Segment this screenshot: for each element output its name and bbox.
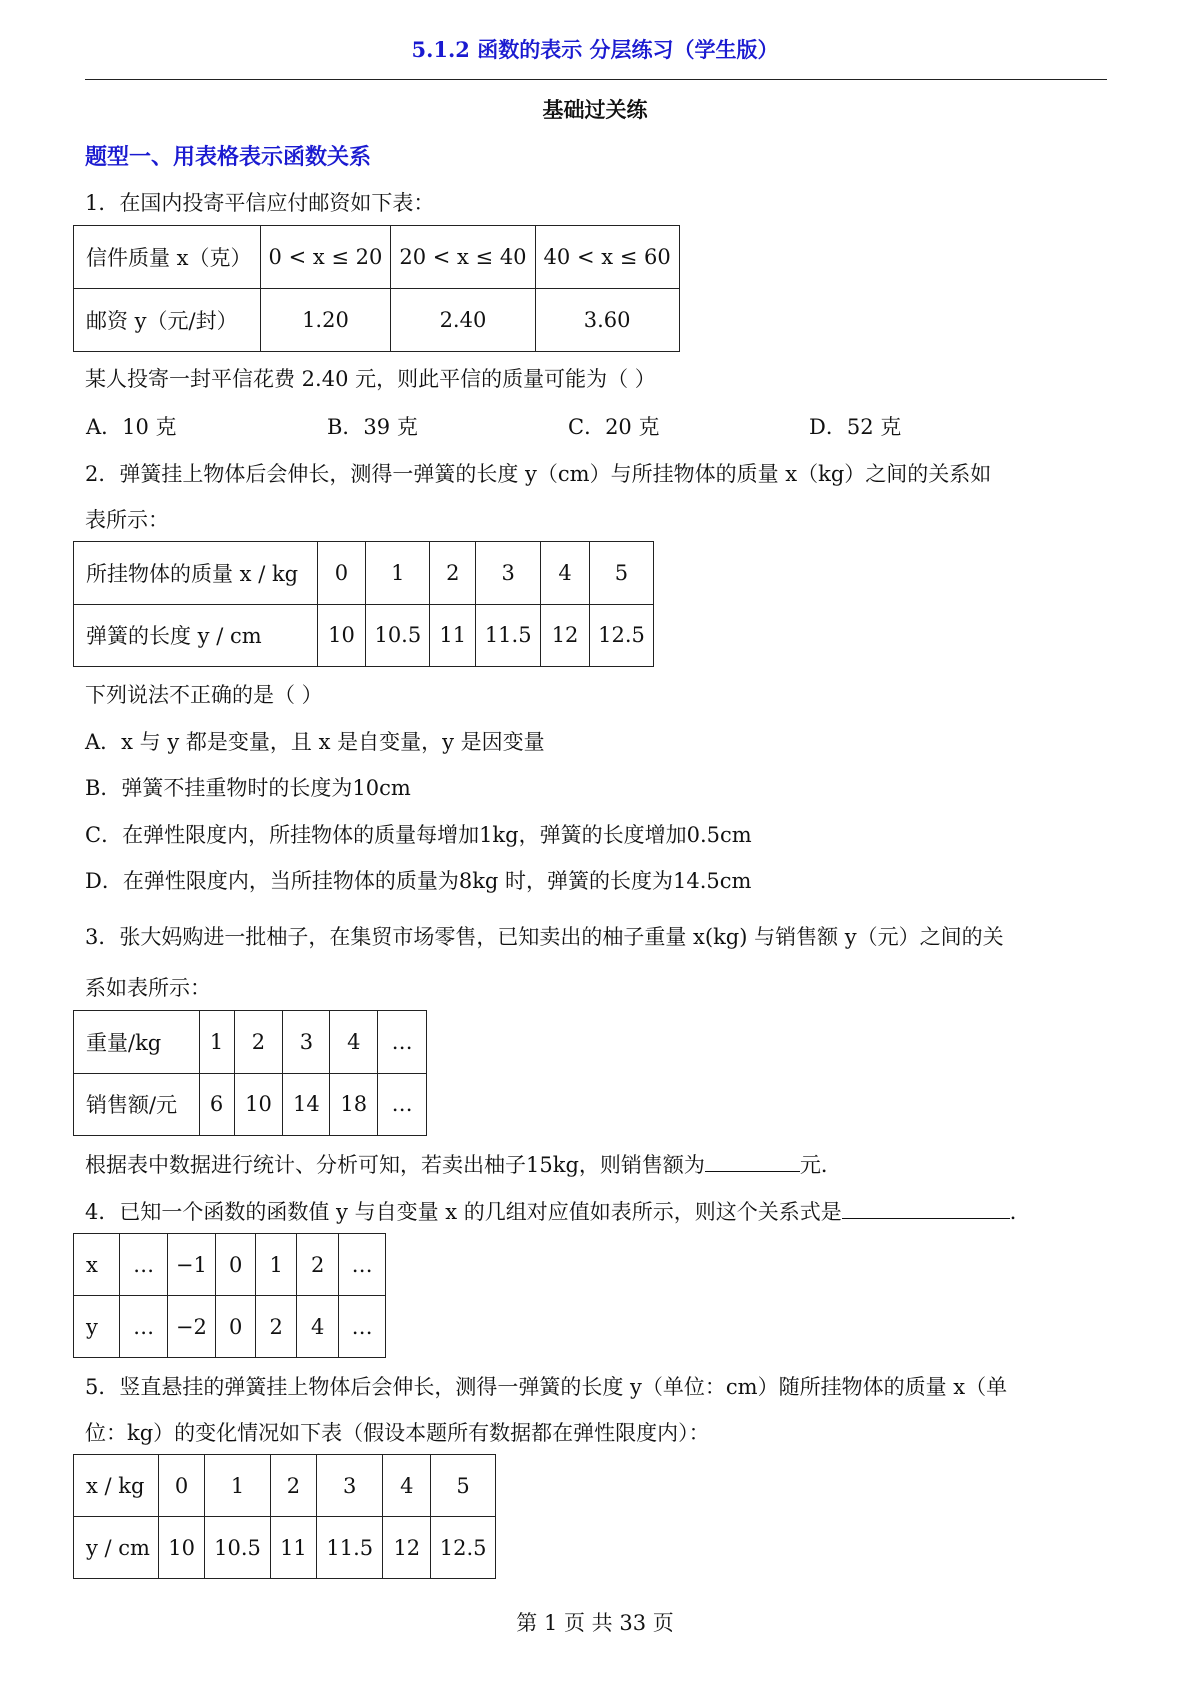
- q3-question-text: 根据表中数据进行统计、分析可知，若卖出柚子15kg，则销售额为: [85, 1153, 705, 1177]
- q4-table: [73, 1233, 386, 1358]
- table-cell: 6: [199, 1073, 234, 1136]
- table-row: [74, 1517, 496, 1579]
- q2-option-a: A．x 与 y 都是变量，且 x 是自变量，y 是因变量: [85, 730, 545, 754]
- q4-stem: [85, 1196, 1031, 1226]
- row-header-cell: 邮资 y（元/封）: [74, 289, 261, 352]
- q3-stem-line2: 系如表所示：: [85, 976, 211, 1000]
- table-cell: 11: [430, 604, 476, 667]
- table-cell: …: [120, 1296, 168, 1358]
- row-header-cell: x / kg: [74, 1455, 159, 1517]
- table-cell: 40 < x ≤ 60: [535, 226, 679, 289]
- header-divider: [85, 79, 1107, 80]
- table-cell: …: [120, 1234, 168, 1296]
- table-cell: −2: [167, 1296, 215, 1358]
- q2-table: [73, 541, 654, 667]
- q1-question: 某人投寄一封平信花费 2.40 元，则此平信的质量可能为（ ）: [85, 367, 656, 391]
- table-cell: 2: [296, 1234, 338, 1296]
- q5-table: [73, 1454, 496, 1579]
- table-cell: 4: [330, 1011, 378, 1074]
- table-cell: 3: [283, 1011, 330, 1074]
- table-cell: 2.40: [391, 289, 535, 352]
- table-cell: …: [339, 1296, 386, 1358]
- q4-answer-blank[interactable]: [842, 1200, 1010, 1219]
- table-cell: 10: [234, 1073, 283, 1136]
- table-cell: 12.5: [431, 1517, 496, 1579]
- level-heading: 基础过关练: [542, 97, 648, 122]
- row-header-cell: 弹簧的长度 y / cm: [74, 604, 318, 667]
- row-header-cell: 所挂物体的质量 x / kg: [74, 542, 318, 605]
- table-cell: 1: [199, 1011, 234, 1074]
- table-cell: 1: [366, 542, 430, 605]
- table-cell: 3: [476, 542, 541, 605]
- q2-option-c: C．在弹性限度内，所挂物体的质量每增加1kg，弹簧的长度增加0.5cm: [85, 823, 752, 847]
- table-cell: 12.5: [589, 604, 653, 667]
- q1-stem: 1．在国内投寄平信应付邮资如下表：: [85, 191, 435, 215]
- table-cell: 18: [330, 1073, 378, 1136]
- q2-stem-line2: 表所示：: [85, 508, 169, 532]
- table-cell: 2: [270, 1455, 316, 1517]
- table-cell: 11.5: [317, 1517, 383, 1579]
- table-cell: …: [378, 1073, 427, 1136]
- q5-stem-line1: 5．竖直悬挂的弹簧挂上物体后会伸长，测得一弹簧的长度 y（单位：cm）随所挂物体的质量 x（单: [85, 1375, 1008, 1399]
- table-cell: 5: [431, 1455, 496, 1517]
- table-cell: 10: [158, 1517, 204, 1579]
- table-cell: 0: [215, 1296, 256, 1358]
- table-cell: 10.5: [366, 604, 430, 667]
- q1-option-b: B．39 克: [327, 415, 418, 439]
- table-cell: 4: [541, 542, 590, 605]
- row-header-cell: 信件质量 x（克）: [74, 226, 261, 289]
- q5-stem-line2: 位：kg）的变化情况如下表（假设本题所有数据都在弹性限度内）：: [85, 1421, 710, 1445]
- section-heading: 题型一、用表格表示函数关系: [85, 144, 372, 170]
- q2-question: 下列说法不正确的是（ ）: [85, 683, 323, 707]
- table-cell: 11.5: [476, 604, 541, 667]
- table-cell: 10: [317, 604, 366, 667]
- row-header-cell: y: [74, 1296, 120, 1358]
- q3-answer-blank[interactable]: [705, 1153, 800, 1172]
- table-row: [74, 289, 680, 352]
- row-header-cell: 重量/kg: [74, 1011, 200, 1074]
- table-cell: 0: [317, 542, 366, 605]
- table-cell: 4: [383, 1455, 431, 1517]
- table-cell: 0: [215, 1234, 256, 1296]
- row-header-cell: 销售额/元: [74, 1073, 200, 1136]
- table-cell: 1: [256, 1234, 297, 1296]
- table-cell: 3: [317, 1455, 383, 1517]
- table-cell: 5: [589, 542, 653, 605]
- q4-stem-text: 4．已知一个函数的函数值 y 与自变量 x 的几组对应值如表所示，则这个关系式是: [85, 1200, 842, 1224]
- table-row: [74, 226, 680, 289]
- table-cell: −1: [167, 1234, 215, 1296]
- table-cell: 1: [205, 1455, 271, 1517]
- table-row: [74, 542, 654, 605]
- page-footer: 第 1 页 共 33 页: [516, 1611, 674, 1635]
- table-cell: 14: [283, 1073, 330, 1136]
- table-cell: 0 < x ≤ 20: [260, 226, 391, 289]
- q3-stem-line1: 3．张大妈购进一批柚子，在集贸市场零售，已知卖出的柚子重量 x(kg) 与销售额 y（元）之间的关: [85, 925, 1004, 949]
- table-row: [74, 1296, 386, 1358]
- table-cell: 3.60: [535, 289, 679, 352]
- q2-option-d: D．在弹性限度内，当所挂物体的质量为8kg 时，弹簧的长度为14.5cm: [85, 869, 752, 893]
- q4-stem-end: ．: [1009, 1200, 1031, 1224]
- document-title: 5.1.2 函数的表示 分层练习（学生版）: [411, 37, 779, 62]
- table-cell: …: [339, 1234, 386, 1296]
- table-cell: 10.5: [205, 1517, 271, 1579]
- table-cell: 2: [430, 542, 476, 605]
- table-row: [74, 1455, 496, 1517]
- row-header-cell: y / cm: [74, 1517, 159, 1579]
- q3-question-end: 元．: [799, 1153, 842, 1177]
- q1-option-d: D．52 克: [809, 415, 902, 439]
- table-cell: 4: [296, 1296, 338, 1358]
- table-cell: …: [378, 1011, 427, 1074]
- q3-question: [85, 1149, 842, 1179]
- table-cell: 20 < x ≤ 40: [391, 226, 535, 289]
- table-cell: 12: [541, 604, 590, 667]
- table-cell: 2: [256, 1296, 297, 1358]
- table-cell: 2: [234, 1011, 283, 1074]
- q1-option-a: A．10 克: [86, 415, 177, 439]
- table-row: [74, 1011, 427, 1074]
- q1-table: [73, 225, 680, 352]
- table-cell: 11: [270, 1517, 316, 1579]
- table-cell: 1.20: [260, 289, 391, 352]
- row-header-cell: x: [74, 1234, 120, 1296]
- q1-option-c: C．20 克: [568, 415, 660, 439]
- q2-option-b: B．弹簧不挂重物时的长度为10cm: [85, 776, 411, 800]
- q3-table: [73, 1010, 427, 1136]
- table-cell: 12: [383, 1517, 431, 1579]
- table-cell: 0: [158, 1455, 204, 1517]
- table-row: [74, 1234, 386, 1296]
- q2-stem-line1: 2．弹簧挂上物体后会伸长，测得一弹簧的长度 y（cm）与所挂物体的质量 x（kg）之间的关系如: [85, 462, 992, 486]
- table-row: [74, 1073, 427, 1136]
- table-row: [74, 604, 654, 667]
